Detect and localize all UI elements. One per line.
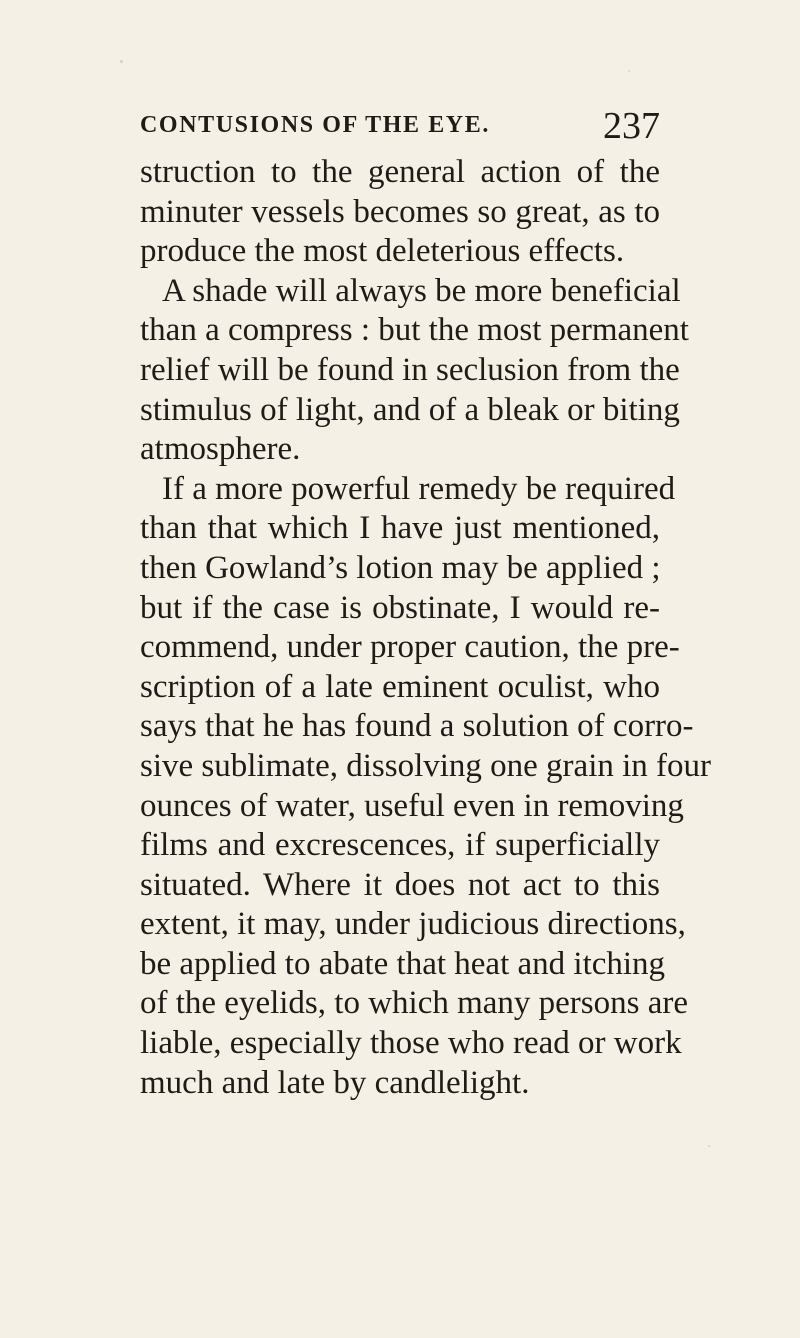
text-line: then Gowland’s lotion may be applied ; xyxy=(140,549,661,586)
text-line: produce the most deleterious effects. xyxy=(140,233,625,270)
text-line: be applied to abate that heat and itching xyxy=(140,945,666,982)
text-line: relief will be found in seclusion from the xyxy=(140,351,680,388)
text-line: scription of a late eminent oculist, who xyxy=(140,668,660,705)
text-line: atmosphere. xyxy=(140,431,301,468)
text-line: struction to the general action of the xyxy=(140,154,660,190)
text-line: of the eyelids, to which many persons are xyxy=(140,985,689,1022)
paper-speck xyxy=(628,70,630,72)
paper-speck xyxy=(120,60,123,63)
text-line: extent, it may, under judicious directions, xyxy=(140,906,686,943)
running-header xyxy=(140,104,660,150)
text-line: stimulus of light, and of a bleak or biting xyxy=(140,391,680,428)
text-line: than a compress : but the most permanent xyxy=(140,312,689,349)
text-line: A shade will always be more beneficial xyxy=(162,272,681,309)
text-line: much and late by candlelight. xyxy=(140,1064,530,1101)
text-line: but if the case is obstinate, I would re- xyxy=(140,589,660,626)
text-line: films and excrescences, if superficially xyxy=(140,827,660,864)
text-line: minuter vessels becomes so great, as to xyxy=(140,193,660,230)
text-line: liable, especially those who read or work xyxy=(140,1025,682,1062)
chapter-title: CONTUSIONS OF THE EYE. xyxy=(140,112,490,138)
text-line: ounces of water, useful even in removing xyxy=(140,787,684,824)
text-line: commend, under proper caution, the pre- xyxy=(140,629,680,666)
text-line: says that he has found a solution of corro- xyxy=(140,708,694,745)
text-line: situated. Where it does not act to this xyxy=(140,866,660,903)
page-number: 237 xyxy=(603,105,660,147)
body-text xyxy=(140,153,712,1103)
text-line: sive sublimate, dissolving one grain in four xyxy=(140,747,712,784)
paper-speck xyxy=(708,1145,710,1147)
text-line: than that which I have just mentioned, xyxy=(140,510,660,547)
text-line: If a more powerful remedy be required xyxy=(162,470,676,507)
